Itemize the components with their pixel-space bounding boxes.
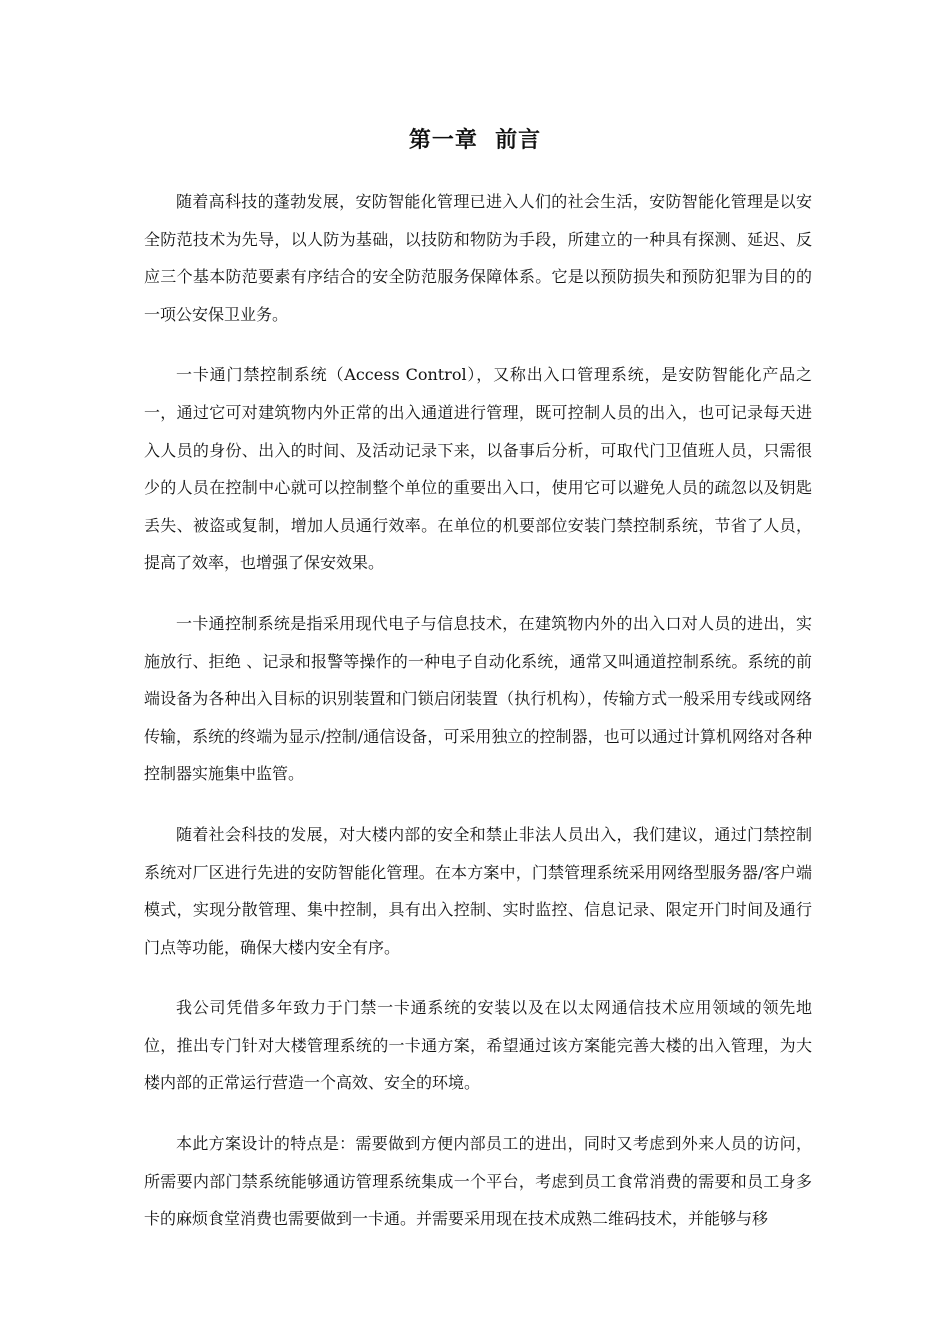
paragraph-design-features: 本此方案设计的特点是：需要做到方便内部员工的进出，同时又考虑到外来人员的访问，所需要内部门禁系统能够通访管理系统集成一个平台，考虑到员工食常消费的需要和员工身多卡的麻烦食堂消费也需要做到一卡通。并需要采用现在技术成熟二维码技术，并能够与移 [144, 1134, 812, 1229]
chapter-title: 第一章 前言 [408, 128, 542, 153]
paragraph-control-system: 一卡通控制系统是指采用现代电子与信息技术，在建筑物内外的出入口对人员的进出，实施放行、拒绝 、记录和报警等操作的一种电子自动化系统，通常又叫通道控制系统。系统的前端设备为各种出入目标的识别装置和门锁启闭装置（执行机构），传输方式一般采用专线或网络传输，系统的终端为显示/控制/通信设备，可采用独立的控制器，也可以通过计算机网络对各种控制器实施集中监管。 [144, 613, 812, 784]
paragraph-recommendation: 随着社会科技的发展，对大楼内部的安全和禁止非法人员出入，我们建议，通过门禁控制系统对厂区进行先进的安防智能化管理。在本方案中，门禁管理系统采用网络型服务器/客户端模式，实现分散管理、集中控制，具有出入控制、实时监控、信息记录、限定开门时间及通行门点等功能，确保大楼内安全有序。 [144, 824, 812, 957]
paragraph-company: 我公司凭借多年致力于门禁一卡通系统的安装以及在以太网通信技术应用领域的领先地位，推出专门针对大楼管理系统的一卡通方案，希望通过该方案能完善大楼的出入管理，为大楼内部的正常运行营造一个高效、安全的环境。 [144, 998, 812, 1093]
paragraph-intro-security: 随着高科技的蓬勃发展，安防智能化管理已进入人们的社会生活，安防智能化管理是以安全防范技术为先导，以人防为基础，以技防和物防为手段，所建立的一种具有探测、延迟、反应三个基本防范要素有序结合的安全防范服务保障体系。它是以预防损失和预防犯罪为目的的一项公安保卫业务。 [144, 192, 812, 324]
document-body [144, 183, 812, 1261]
paragraph-access-control: 一卡通门禁控制系统（Access Control），又称出入口管理系统，是安防智能化产品之一，通过它可对建筑物内外正常的出入通道进行管理，既可控制人员的出入，也可记录每天进入人员的身份、出入的时间、及活动记录下来，以备事后分析，可取代门卫值班人员，只需很少的人员在控制中心就可以控制整个单位的重要出入口，使用它可以避免人员的疏忽以及钥匙丢失、被盗或复制，增加人员通行效率。在单位的机要部位安装门禁控制系统，节省了人员，提高了效率，也增强了保安效果。 [144, 365, 812, 573]
